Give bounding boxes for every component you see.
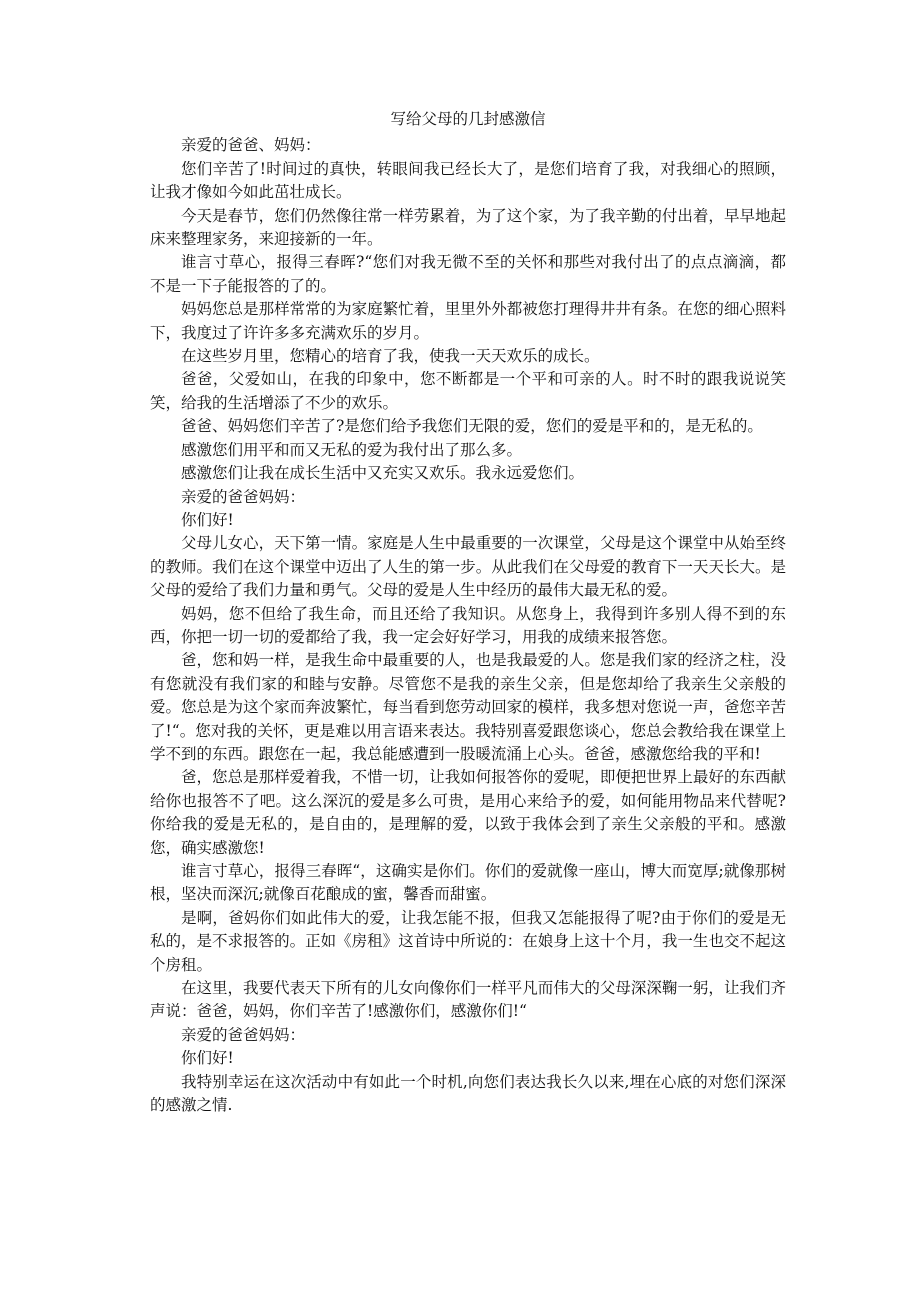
document-title: 写给父母的几封感激信 — [390, 110, 546, 128]
paragraph: 感激您们让我在成长生活中又充实又欢乐。我永远爱您们。 — [181, 464, 585, 483]
greeting: 你们好! — [181, 510, 234, 529]
paragraph: 在这里，我要代表天下所有的儿女向像你们一样平凡而伟大的父母深深鞠一躬，让我们齐声说：爸爸，妈妈，你们辛苦了!感激你们，感激你们!“ — [150, 979, 786, 1021]
salutation: 亲爱的爸爸、妈妈： — [181, 136, 321, 155]
paragraph: 爸爸、妈妈您们辛苦了?是您们给予我您们无限的爱，您们的爱是平和的，是无私的。 — [181, 417, 763, 436]
paragraph: 妈妈，您不但给了我生命，而且还给了我知识。从您身上，我得到许多别人得不到的东西，你把一切一切的爱都给了我，我一定会好好学习，用我的成绩来报答您。 — [150, 604, 786, 646]
paragraph: 今天是春节，您们仍然像往常一样劳累着，为了这个家，为了我辛勤的付出着，早早地起床来整理家务，来迎接新的一年。 — [150, 206, 786, 249]
document-body — [150, 108, 786, 1117]
paragraph: 谁言寸草心，报得三春晖?“您们对我无微不至的关怀和那些对我付出了的点点滴滴，都不是一下子能报答的了的。 — [150, 253, 786, 295]
paragraph: 爸，您和妈一样，是我生命中最重要的人，也是我最爱的人。您是我们家的经济之柱，没有您就没有我们家的和睦与安静。尽管您不是我的亲生父亲，但是您却给了我亲生父亲般的爱。您总是为这个家而奔波繁忙，每当看到您劳动回家的模样，我多想对您说一声，爸您辛苦了!“。您对我的关怀，更是难以用言语来表达。我特别喜爱跟您谈心，您总会教给我在课堂上学不到的东西。跟您在一起，我总能感遭到一股暖流涌上心头。爸爸，感激您给我的平和! — [150, 651, 786, 763]
paragraph: 妈妈您总是那样常常的为家庭繁忙着，里里外外都被您打理得井井有条。在您的细心照料下，我度过了许许多多充满欢乐的岁月。 — [150, 300, 786, 342]
paragraph: 我特别幸运在这次活动中有如此一个时机,向您们表达我长久以来,埋在心底的对您们深深的感激之情. — [150, 1072, 786, 1115]
paragraph: 感激您们用平和而又无私的爱为我付出了那么多。 — [181, 440, 523, 459]
paragraph: 爸爸，父爱如山，在我的印象中，您不断都是一个平和可亲的人。时不时的跟我说说笑笑，给我的生活增添了不少的欢乐。 — [150, 370, 786, 412]
paragraph: 爸，您总是那样爱着我，不惜一切，让我如何报答你的爱呢，即便把世界上最好的东西献给你也报答不了吧。这么深沉的爱是多么可贵，是用心来给予的爱，如何能用物品来代替呢?你给我的爱是无私的，是自由的，是理解的爱，以致于我体会到了亲生父亲般的平和。感激您，确实感激您! — [150, 768, 786, 857]
salutation: 亲爱的爸爸妈妈： — [181, 1025, 306, 1044]
salutation: 亲爱的爸爸妈妈： — [181, 487, 306, 506]
paragraph: 是啊，爸妈你们如此伟大的爱，让我怎能不报，但我又怎能报得了呢?由于你们的爱是无私的，是不求报答的。正如《房租》这首诗中所说的：在娘身上这十个月，我一生也交不起这个房租。 — [150, 908, 786, 974]
paragraph: 在这些岁月里，您精心的培育了我，使我一天天欢乐的成长。 — [181, 347, 600, 366]
paragraph: 您们辛苦了!时间过的真快，转眼间我已经长大了，是您们培育了我，对我细心的照顾，让我才像如今如此茁壮成长。 — [150, 159, 786, 202]
greeting: 你们好! — [181, 1049, 234, 1068]
paragraph: 谁言寸草心，报得三春晖“，这确实是你们。你们的爱就像一座山，博大而宽厚;就像那树根，坚决而深沉;就像百花酿成的蜜，馨香而甜蜜。 — [150, 862, 786, 904]
paragraph: 父母儿女心，天下第一情。家庭是人生中最重要的一次课堂，父母是这个课堂中从始至终的教师。我们在这个课堂中迈出了人生的第一步。从此我们在父母爱的教育下一天天长大。是父母的爱给了我们力量和勇气。父母的爱是人生中经历的最伟大最无私的爱。 — [150, 534, 786, 600]
